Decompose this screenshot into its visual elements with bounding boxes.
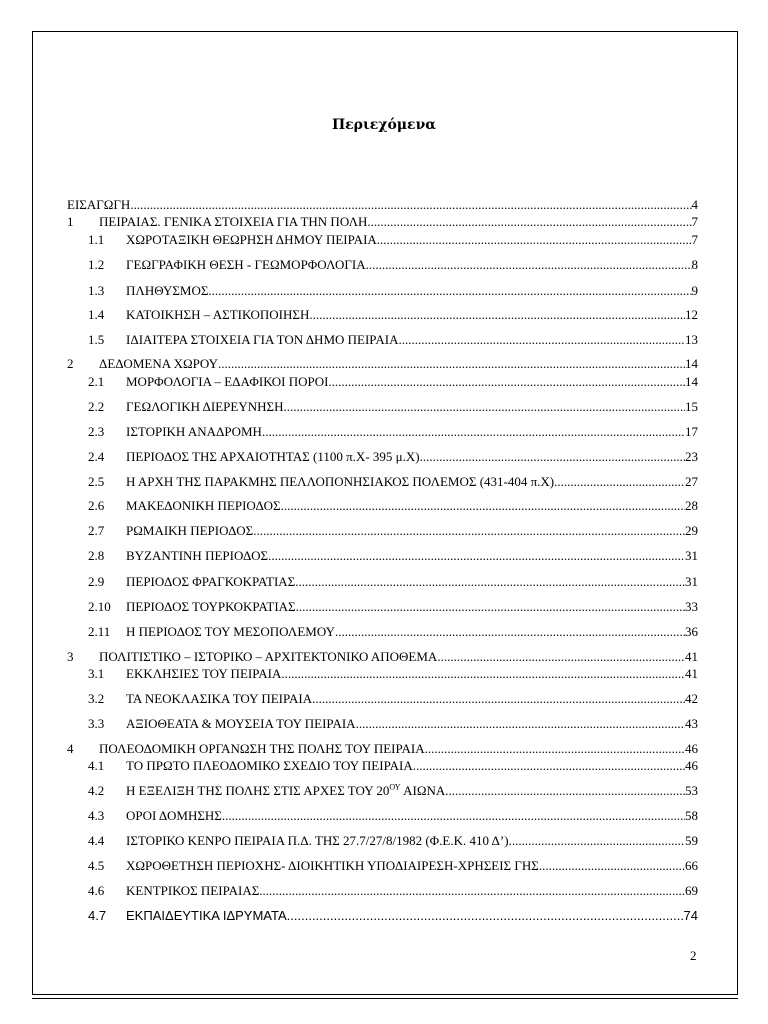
superscript-ordinal: ΟΥ [389, 782, 401, 792]
toc-entry-section[interactable] [88, 498, 698, 514]
toc-entry-label: Η ΠΕΡΙΟΔΟΣ ΤΟΥ ΜΕΣΟΠΟΛΕΜΟΥ [126, 624, 335, 639]
toc-entry-label: ΧΩΡΟΘΕΤΗΣΗ ΠΕΡΙΟΧΗΣ- ΔΙΟΙΚΗΤΙΚΗ ΥΠΟΔΙΑΙΡΕΣΗ-ΧΡΗΣΕΙΣ ΓΗΣ [126, 858, 539, 873]
toc-entry-section[interactable] [88, 399, 698, 415]
toc-entry-page: 17 [685, 424, 698, 439]
toc-entry-label: ΕΙΣΑΓΩΓΗ [67, 197, 131, 212]
toc-entry-number: 1.5 [88, 332, 105, 347]
toc-entry-page: 58 [685, 808, 698, 823]
toc-entry-number: 3 [67, 649, 74, 664]
toc-entry-label: ΚΕΝΤΡΙΚΟΣ ΠΕΙΡΑΙΑΣ [126, 883, 260, 898]
toc-entry-number: 1 [67, 214, 74, 229]
dot-leader [425, 741, 685, 757]
toc-entry-number: 2.8 [88, 548, 105, 563]
dot-leader [445, 783, 685, 799]
toc-entry-label: ΠΕΡΙΟΔΟΣ ΤΗΣ ΑΡΧΑΙΟΤΗΤΑΣ (1100 π.Χ- 395 μ.Χ) [126, 449, 420, 464]
toc-entry-page: 66 [685, 858, 698, 873]
toc-entry-page: 41 [685, 649, 698, 664]
toc-entry-number: 2.5 [88, 474, 105, 489]
toc-entry-section[interactable] [88, 548, 698, 564]
dot-leader [281, 498, 685, 514]
dot-leader [437, 649, 685, 665]
toc-entry-page: 29 [685, 523, 698, 538]
toc-entry-number: 4.4 [88, 833, 105, 848]
toc-entry-page: 8 [691, 257, 698, 272]
toc-entry-label: ΜΟΡΦΟΛΟΓΙΑ – ΕΔΑΦΙΚΟΙ ΠΟΡΟΙ [126, 374, 329, 389]
dot-leader [295, 574, 685, 590]
toc-entry-number: 4.7 [88, 908, 107, 923]
toc-entry-page: 9 [691, 283, 698, 298]
dot-leader [377, 232, 692, 248]
toc-entry-label: ΕΚΚΛΗΣΙΕΣ ΤΟΥ ΠΕΙΡΑΙΑ [126, 666, 282, 681]
toc-entry-page: 12 [685, 307, 698, 322]
toc-entry-section[interactable] [88, 232, 698, 248]
toc-entry-page: 36 [685, 624, 698, 639]
dot-leader [218, 356, 685, 372]
toc-entry-section[interactable] [88, 374, 698, 390]
toc-entry-page: 46 [685, 758, 698, 773]
toc-entry-section[interactable] [88, 716, 698, 732]
toc-entry-label: ΠΕΡΙΟΔΟΣ ΦΡΑΓΚΟΚΡΑΤΙΑΣ [126, 574, 296, 589]
toc-entry-label: ΓΕΩΛΟΓΙΚΗ ΔΙΕΡΕΥΝΗΣΗ [126, 399, 284, 414]
toc-entry-label: ΙΣΤΟΡΙΚΗ ΑΝΑΔΡΟΜΗ [126, 424, 262, 439]
dot-leader [413, 758, 685, 774]
toc-entry-number: 4.1 [88, 758, 105, 773]
toc-entry-number: 2.1 [88, 374, 105, 389]
toc-entry-number: 2 [67, 356, 74, 371]
toc-entry-number: 3.2 [88, 691, 105, 706]
toc-entry-chapter-2[interactable] [67, 356, 698, 372]
toc-entry-number: 2.9 [88, 574, 105, 589]
toc-entry-label-rest: ΑΙΩΝΑ [400, 783, 446, 798]
toc-entry-page: 59 [685, 833, 698, 848]
toc-entry-page: 27 [685, 474, 698, 489]
toc-entry-label: ΒΥΖΑΝΤΙΝΗ ΠΕΡΙΟΔΟΣ [126, 548, 269, 563]
toc-entry-section[interactable] [88, 449, 698, 465]
toc-entry-page: 31 [685, 548, 698, 563]
toc-entry-label: ΤΑ ΝΕΟΚΛΑΣΙΚΑ ΤΟΥ ΠΕΙΡΑΙΑ [126, 691, 313, 706]
toc-entry-section[interactable] [88, 599, 698, 615]
toc-entry-number: 2.3 [88, 424, 105, 439]
dot-leader [356, 716, 685, 732]
toc-entry-number: 3.1 [88, 666, 105, 681]
toc-entry-page: 69 [685, 883, 698, 898]
toc-entry-label: ΔΕΔΟΜΕΝΑ ΧΩΡΟΥ [99, 356, 219, 371]
toc-entry-section[interactable] [88, 808, 698, 824]
dot-leader [222, 808, 685, 824]
toc-entry-number: 4.3 [88, 808, 105, 823]
toc-entry-section[interactable] [88, 758, 698, 774]
dot-leader [259, 883, 685, 899]
dot-leader [208, 283, 691, 299]
toc-entry-number: 2.10 [88, 599, 111, 614]
toc-entry-page: 53 [685, 783, 698, 798]
dot-leader [296, 599, 685, 615]
toc-entry-section[interactable] [88, 307, 698, 323]
dot-leader [312, 691, 685, 707]
toc-entry-label: ΠΕΙΡΑΙΑΣ. ΓΕΝΙΚΑ ΣΤΟΙΧΕΙΑ ΓΙΑ ΤΗΝ ΠΟΛΗ [99, 214, 368, 229]
toc-entry-label: ΠΟΛΕΟΔΟΜΙΚΗ ΟΡΓΑΝΩΣΗ ΤΗΣ ΠΟΛΗΣ ΤΟΥ ΠΕΙΡΑΙΑ [99, 741, 425, 756]
toc-entry-number: 1.3 [88, 283, 105, 298]
dot-leader [281, 666, 685, 682]
toc-entry-number: 2.11 [88, 624, 111, 639]
toc-entry-section[interactable] [88, 833, 698, 849]
toc-entry-label: ΡΩΜΑΙΚΗ ΠΕΡΙΟΔΟΣ [126, 523, 254, 538]
toc-entry-page: 13 [685, 332, 698, 347]
toc-entry-label: ΓΕΩΓΡΑΦΙΚΗ ΘΕΣΗ - ΓΕΩΜΟΡΦΟΛΟΓΙΑ [126, 257, 366, 272]
toc-entry-section[interactable] [88, 666, 698, 682]
toc-entry-label: ΠΟΛΙΤΙΣΤΙΚΟ – ΙΣΤΟΡΙΚΟ – ΑΡΧΙΤΕΚΤΟΝΙΚΟ ΑΠΟΘΕΜΑ [99, 649, 438, 664]
toc-entry-label-main: Η ΕΞΕΛΙΞΗ ΤΗΣ ΠΟΛΗΣ ΣΤΙΣ ΑΡΧΕΣ ΤΟΥ 20 [126, 783, 390, 798]
toc-entry-number: 1.2 [88, 257, 105, 272]
dot-leader [268, 548, 685, 564]
dot-leader [366, 257, 692, 273]
toc-entry-label: ΙΣΤΟΡΙΚΟ ΚΕΝΡΟ ΠΕΙΡΑΙΑ Π.Δ. ΤΗΣ 27.7/27/8/1982 (Φ.Ε.Κ. 410 Δ’) [126, 833, 509, 848]
page-number: 2 [690, 948, 697, 963]
toc-entry-section[interactable] [88, 424, 698, 440]
toc-entry-label: ΕΚΠΑΙΔΕΥΤΙΚΑ ΙΔΡΥΜΑΤΑ [126, 908, 287, 923]
toc-entry-number: 1.4 [88, 307, 105, 322]
toc-entry-section[interactable] [88, 257, 698, 273]
toc-entry-number: 1.1 [88, 232, 105, 247]
toc-entry-chapter-1[interactable] [67, 214, 698, 230]
toc-entry-label: ΙΔΙΑΙΤΕΡΑ ΣΤΟΙΧΕΙΑ ΓΙΑ ΤΟΝ ΔΗΜΟ ΠΕΙΡΑΙΑ [126, 332, 399, 347]
dot-leader [539, 858, 685, 874]
toc-entry-label: Η ΑΡΧΗ ΤΗΣ ΠΑΡΑΚΜΗΣ ΠΕΛΛΟΠΟΝΗΣΙΑΚΟΣ ΠΟΛΕΜΟΣ (431-404 π.Χ) [126, 474, 555, 489]
toc-entry-number: 2.4 [88, 449, 105, 464]
toc-entry-number: 2.6 [88, 498, 105, 513]
toc-entry-label: ΚΑΤΟΙΚΗΣΗ – ΑΣΤΙΚΟΠΟΙΗΣΗ [126, 307, 310, 322]
toc-entry-chapter-4[interactable] [67, 741, 698, 757]
toc-entry-section[interactable] [88, 783, 698, 799]
toc-entry-section[interactable] [88, 883, 698, 899]
toc-entry-number: 3.3 [88, 716, 105, 731]
toc-entry-page: 4 [691, 197, 698, 212]
toc-entry-label: ΜΑΚΕΔΟΝΙΚΗ ΠΕΡΙΟΔΟΣ [126, 498, 281, 513]
toc-entry-number: 2.7 [88, 523, 105, 538]
dot-leader [554, 474, 685, 490]
toc-entry-section[interactable] [88, 624, 698, 640]
dot-leader [420, 449, 685, 465]
toc-entry-number: 4.6 [88, 883, 105, 898]
dot-leader [398, 332, 685, 348]
toc-entry-label: ΠΕΡΙΟΔΟΣ ΤΟΥΡΚΟΚΡΑΤΙΑΣ [126, 599, 296, 614]
dot-leader [335, 624, 685, 640]
dot-leader [287, 908, 684, 923]
toc-entry-page: 7 [691, 214, 698, 229]
toc-entry-page: 46 [685, 741, 698, 756]
toc-entry-section[interactable] [88, 858, 698, 874]
dot-leader [283, 399, 685, 415]
toc-entry-section[interactable] [88, 474, 698, 490]
toc-entry-page: 14 [685, 356, 698, 371]
toc-entry-section[interactable] [88, 283, 698, 299]
toc-entry-section[interactable] [88, 332, 698, 348]
toc-title: Περιεχόμενα [331, 117, 437, 133]
toc-entry-page: 23 [685, 449, 698, 464]
toc-entry-section[interactable] [88, 908, 698, 924]
toc-entry-number: 4.5 [88, 858, 105, 873]
toc-entry-page: 28 [685, 498, 698, 513]
toc-entry-section[interactable] [88, 574, 698, 590]
toc-entry-page: 31 [685, 574, 698, 589]
toc-entry-page: 15 [685, 399, 698, 414]
toc-entry-number: 2.2 [88, 399, 105, 414]
toc-entry-page: 14 [685, 374, 698, 389]
toc-entry-label [126, 783, 445, 799]
bottom-rule [32, 998, 738, 999]
toc-entry-page: 41 [685, 666, 698, 681]
toc-entry-label: ΧΩΡΟΤΑΞΙΚΗ ΘΕΩΡΗΣΗ ΔΗΜΟΥ ΠΕΙΡΑΙΑ [126, 232, 377, 247]
toc-entry-section[interactable] [88, 691, 698, 707]
toc-entry-page: 43 [685, 716, 698, 731]
toc-entry-page: 33 [685, 599, 698, 614]
dot-leader [262, 424, 685, 440]
toc-entry-chapter-3[interactable] [67, 649, 698, 665]
toc-entry-page: 42 [685, 691, 698, 706]
toc-entry-introduction[interactable] [67, 197, 698, 213]
toc-entry-label: ΠΛΗΘΥΣΜΟΣ [126, 283, 209, 298]
dot-leader [309, 307, 685, 323]
toc-entry-label: ΟΡΟΙ ΔΟΜΗΣΗΣ [126, 808, 222, 823]
toc-entry-page: 7 [691, 232, 698, 247]
dot-leader [509, 833, 685, 849]
dot-leader [328, 374, 685, 390]
dot-leader [253, 523, 685, 539]
toc-entry-label: ΑΞΙΟΘΕΑΤΑ & ΜΟΥΣΕΙΑ ΤΟΥ ΠΕΙΡΑΙΑ [126, 716, 356, 731]
dot-leader [367, 214, 691, 230]
dot-leader [130, 197, 691, 213]
toc-entry-section[interactable] [88, 523, 698, 539]
toc-entry-page: 74 [683, 908, 698, 923]
toc-entry-label: ΤΟ ΠΡΩΤΟ ΠΛΕΟΔΟΜΙΚΟ ΣΧΕΔΙΟ ΤΟΥ ΠΕΙΡΑΙΑ [126, 758, 413, 773]
toc-entry-number: 4.2 [88, 783, 105, 798]
toc-entry-number: 4 [67, 741, 74, 756]
